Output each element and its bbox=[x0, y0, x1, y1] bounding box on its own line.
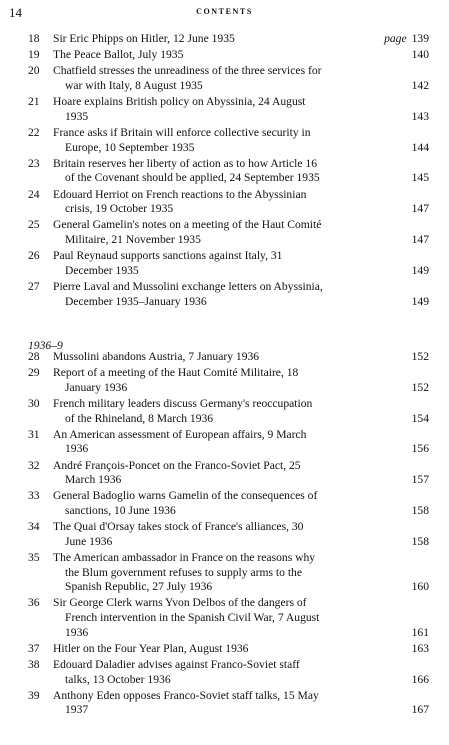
entry-number: 31 bbox=[28, 427, 40, 441]
entry-page-number: 160 bbox=[411, 580, 429, 594]
entry-title bbox=[53, 689, 405, 718]
entry-page-number: 143 bbox=[411, 109, 429, 123]
page-header bbox=[0, 5, 449, 21]
entry-title-line: Anthony Eden opposes Franco-Soviet staff talks, 15 May bbox=[53, 688, 319, 702]
entry-title-line: Edouard Daladier advises against Franco-Soviet staff bbox=[53, 658, 300, 671]
entry-page bbox=[412, 110, 429, 125]
entry-title bbox=[53, 350, 405, 365]
entry-title-line: 1936 bbox=[65, 442, 89, 456]
entry-title-line: An American assessment of European affairs, 9 March bbox=[53, 427, 307, 441]
entry-title bbox=[53, 48, 405, 63]
entry-title-line: France asks if Britain will enforce collective security in bbox=[53, 126, 311, 139]
entry-title bbox=[53, 249, 405, 278]
entry-page bbox=[384, 32, 429, 47]
entry-title bbox=[53, 658, 405, 687]
entry-title-line: talks, 13 October 1936 bbox=[65, 672, 171, 686]
entry-title-line: General Gamelin's notes on a meeting of the Haut Comité bbox=[53, 218, 322, 232]
entry-page bbox=[412, 48, 429, 63]
page-label: page bbox=[384, 32, 407, 45]
entry-number: 23 bbox=[28, 156, 40, 170]
entry-page-number: 158 bbox=[411, 503, 429, 517]
entry-page-number: 149 bbox=[411, 263, 429, 277]
entry-page-number: 158 bbox=[411, 534, 429, 548]
entry-page bbox=[412, 171, 429, 186]
entry-page-number: 152 bbox=[411, 350, 429, 363]
entry-title-line: The Peace Ballot, July 1935 bbox=[53, 48, 184, 62]
entry-page-number: 163 bbox=[411, 641, 429, 655]
entry-page-number: 152 bbox=[411, 380, 429, 394]
entry-page bbox=[412, 703, 429, 718]
entry-title-line: Hitler on the Four Year Plan, August 1936 bbox=[53, 641, 249, 655]
entry-page-number: 140 bbox=[411, 48, 429, 62]
entry-title-line: January 1936 bbox=[65, 380, 128, 394]
entry-page bbox=[412, 642, 429, 657]
entry-title bbox=[53, 157, 405, 186]
entry-title-line: the Blum government refuses to supply arms to the bbox=[65, 565, 302, 579]
entry-number: 35 bbox=[28, 551, 40, 564]
entry-title-line: sanctions, 10 June 1936 bbox=[65, 503, 176, 517]
entry-page bbox=[412, 504, 429, 519]
entry-number: 33 bbox=[28, 489, 40, 503]
entry-page bbox=[412, 202, 429, 217]
entry-number: 28 bbox=[28, 350, 40, 363]
entry-title bbox=[53, 428, 405, 457]
entry-title-line: French intervention in the Spanish Civil War, 7 August bbox=[65, 610, 320, 624]
entry-page-number: 156 bbox=[411, 442, 429, 456]
entry-title-line: Mussolini abandons Austria, 7 January 1936 bbox=[53, 350, 260, 363]
entry-number: 18 bbox=[28, 32, 40, 45]
entry-title bbox=[53, 64, 405, 93]
entry-title-line: Sir George Clerk warns Yvon Delbos of the dangers of bbox=[53, 596, 307, 610]
entry-title-line: The Quai d'Orsay takes stock of France's alliances, 30 bbox=[53, 520, 304, 534]
entry-page bbox=[412, 233, 429, 248]
entry-title-line: December 1935–January 1936 bbox=[65, 294, 207, 308]
entry-title bbox=[53, 366, 405, 395]
entry-title-line: 1937 bbox=[65, 703, 89, 717]
entry-title-line: of the Rhineland, 8 March 1936 bbox=[65, 411, 214, 425]
entry-title-line: Hoare explains British policy on Abyssinia, 24 August bbox=[53, 95, 306, 109]
entry-page-number: 139 bbox=[411, 32, 429, 45]
entry-title-line: Britain reserves her liberty of action as to how Article 16 bbox=[53, 156, 318, 170]
entry-page bbox=[412, 264, 429, 279]
entry-number: 29 bbox=[28, 366, 40, 380]
entry-title-line: June 1936 bbox=[65, 534, 113, 548]
entry-page-number: 154 bbox=[411, 411, 429, 425]
entry-page bbox=[412, 535, 429, 550]
entry-title-line: Spanish Republic, 27 July 1936 bbox=[65, 580, 213, 594]
entry-page bbox=[412, 412, 429, 427]
entry-title-line: crisis, 19 October 1935 bbox=[65, 202, 174, 216]
entry-title bbox=[53, 642, 405, 657]
entry-number: 39 bbox=[28, 688, 40, 702]
entry-number: 38 bbox=[28, 658, 40, 671]
entry-page-number: 147 bbox=[411, 232, 429, 246]
entry-page bbox=[412, 79, 429, 94]
entry-number: 19 bbox=[28, 48, 40, 62]
entry-title-line: Militaire, 21 November 1935 bbox=[65, 232, 201, 246]
entry-title-line: André François-Poncet on the Franco-Soviet Pact, 25 bbox=[53, 458, 301, 472]
page-number: 14 bbox=[9, 5, 22, 20]
entry-title bbox=[53, 397, 405, 426]
entry-page bbox=[412, 295, 429, 310]
entry-title-line: 1935 bbox=[65, 109, 89, 123]
entry-page-number: 145 bbox=[411, 171, 429, 185]
entry-number: 25 bbox=[28, 218, 40, 232]
entry-page-number: 166 bbox=[411, 672, 429, 686]
entry-number: 30 bbox=[28, 397, 40, 410]
entry-title-line: of the Covenant should be applied, 24 September 1935 bbox=[65, 171, 320, 185]
entry-page-number: 142 bbox=[411, 78, 429, 92]
entry-number: 37 bbox=[28, 641, 40, 655]
entry-title-line: French military leaders discuss Germany's reoccupation bbox=[53, 397, 313, 410]
entry-title bbox=[53, 218, 405, 247]
entry-number: 22 bbox=[28, 126, 40, 139]
entry-title-line: March 1936 bbox=[65, 473, 122, 487]
entry-title bbox=[53, 551, 405, 595]
entry-title-line: Pierre Laval and Mussolini exchange letters on Abyssinia, bbox=[53, 280, 323, 293]
entry-title-line: Paul Reynaud supports sanctions against Italy, 31 bbox=[53, 249, 283, 263]
entry-page-number: 147 bbox=[411, 202, 429, 216]
entry-title-line: Europe, 10 September 1935 bbox=[65, 140, 195, 154]
entry-page-number: 161 bbox=[411, 625, 429, 639]
entry-page bbox=[412, 141, 429, 156]
entry-page bbox=[412, 473, 429, 488]
entry-title bbox=[53, 280, 405, 309]
section-heading: 1936–9 bbox=[28, 339, 63, 352]
entry-page-number: 144 bbox=[411, 140, 429, 154]
entry-page-number: 167 bbox=[411, 703, 429, 717]
entry-title-line: Edouard Herriot on French reactions to the Abyssinian bbox=[53, 187, 307, 201]
entry-page bbox=[412, 350, 429, 365]
entry-title-line: 1936 bbox=[65, 625, 89, 639]
entry-number: 21 bbox=[28, 95, 40, 109]
entry-title-line: General Badoglio warns Gamelin of the consequences of bbox=[53, 489, 318, 503]
entry-title bbox=[53, 126, 405, 155]
entry-page-number: 157 bbox=[411, 473, 429, 487]
entry-page bbox=[412, 673, 429, 688]
entry-page bbox=[412, 580, 429, 595]
entry-page-number: 149 bbox=[411, 294, 429, 308]
entry-number: 32 bbox=[28, 458, 40, 472]
entry-number: 34 bbox=[28, 520, 40, 534]
entry-number: 26 bbox=[28, 249, 40, 263]
entry-title-line: The American ambassador in France on the reasons why bbox=[53, 551, 316, 564]
entry-title-line: Chatfield stresses the unreadiness of the three services for bbox=[53, 64, 322, 78]
entry-title bbox=[53, 489, 405, 518]
entry-title bbox=[53, 32, 405, 47]
entry-number: 20 bbox=[28, 64, 40, 78]
entry-number: 27 bbox=[28, 280, 40, 293]
entry-title bbox=[53, 459, 405, 488]
entry-page bbox=[412, 442, 429, 457]
entry-title-line: Report of a meeting of the Haut Comité Militaire, 18 bbox=[53, 366, 299, 380]
entry-title bbox=[53, 596, 405, 640]
entry-title bbox=[53, 520, 405, 549]
entry-title bbox=[53, 95, 405, 124]
entry-title-line: Sir Eric Phipps on Hitler, 12 June 1935 bbox=[53, 32, 235, 45]
running-title: CONTENTS bbox=[196, 7, 253, 16]
entry-number: 36 bbox=[28, 596, 40, 610]
entry-title-line: December 1935 bbox=[65, 263, 139, 277]
entry-number: 24 bbox=[28, 187, 40, 201]
entry-page bbox=[412, 381, 429, 396]
entry-page bbox=[412, 626, 429, 641]
entry-title-line: war with Italy, 8 August 1935 bbox=[65, 78, 203, 92]
entry-title bbox=[53, 188, 405, 217]
